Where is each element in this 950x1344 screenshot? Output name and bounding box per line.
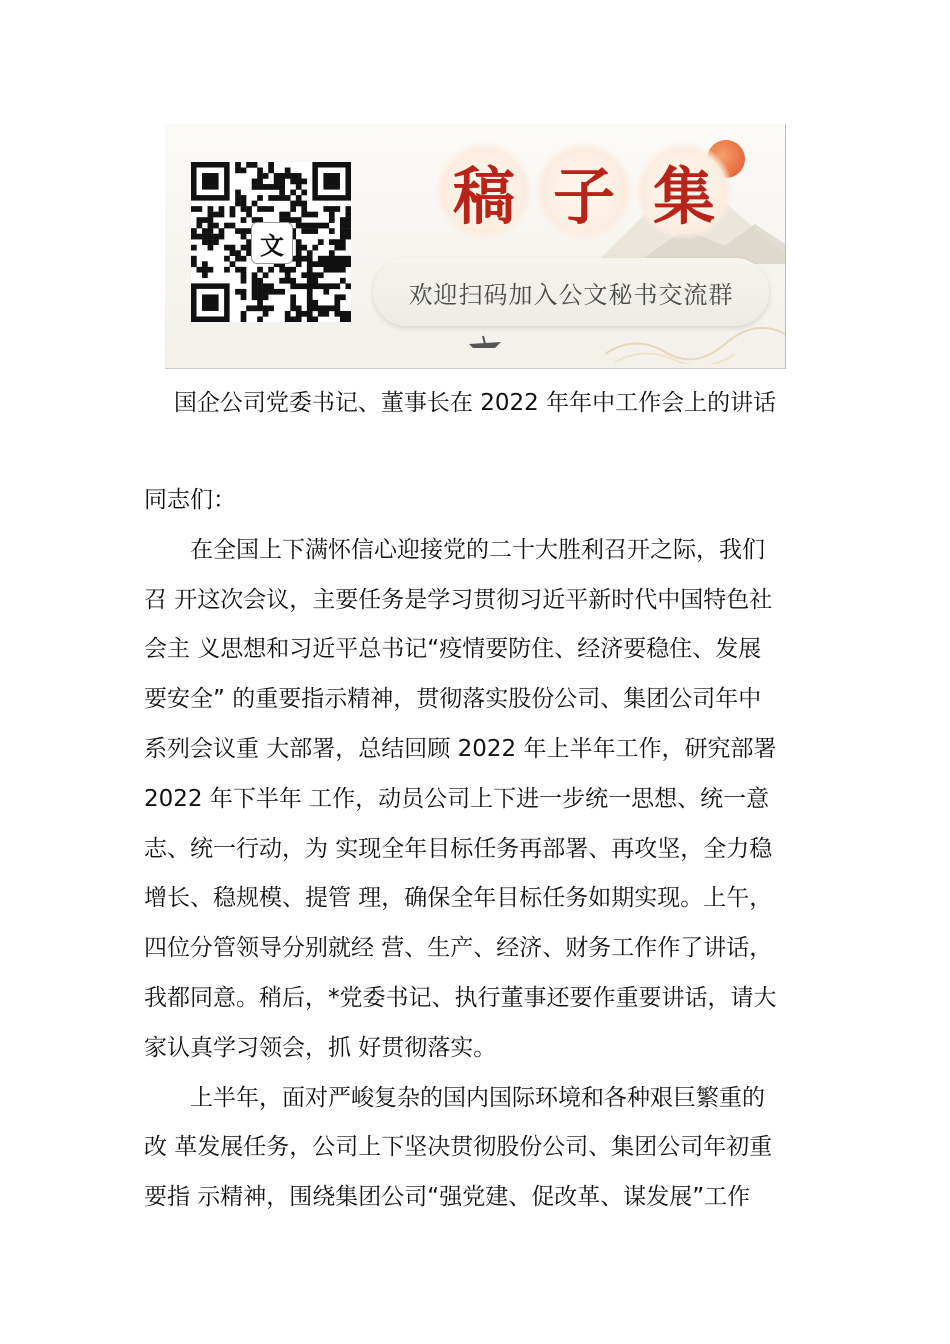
banner-title-char: 子 (535, 142, 633, 240)
boat-icon (465, 332, 505, 352)
banner-slogan: 欢迎扫码加入公文秘书交流群 (373, 258, 769, 326)
paragraph (144, 526, 808, 1074)
text-line: 要指 示精神，围绕集团公司“强党建、促改革、谋发展”工作 (144, 1184, 751, 1211)
text-line: 要安全” 的重要指示精神，贯彻落实股份公司、集团公司年中 (144, 686, 762, 713)
text-line: 系列会议重 大部署，总结回顾 2022 年上半年工作，研究部署 (144, 735, 777, 762)
qr-code (191, 162, 351, 322)
text-line: 会主 义思想和习近平总书记“疫情要防住、经济要稳住、发展 (144, 636, 762, 663)
text-line: 家认真学习领会，抓 好贯彻落实。 (144, 1034, 497, 1061)
wave-decoration (605, 314, 785, 364)
text-line: 我都同意。稍后，*党委书记、执行董事还要作重要讲话，请大 (144, 984, 777, 1011)
text-line: 在全国上下满怀信心迎接党的二十大胜利召开之际，我们 (190, 536, 765, 563)
text-line: 2022 年下半年 工作，动员公司上下进一步统一思想、统一意 (144, 785, 770, 812)
text-line: 召 开这次会议，主要任务是学习贯彻习近平新时代中国特色社 (144, 586, 773, 613)
paragraph (144, 1074, 808, 1223)
banner-title-char: 稿 (435, 142, 533, 240)
qr-center-logo: 文 (251, 222, 293, 264)
greeting: 同志们： (144, 487, 236, 513)
document-title: 国企公司党委书记、董事长在 2022 年年中工作会上的讲话 (173, 390, 777, 416)
text-line: 改 革发展任务，公司上下坚决贯彻股份公司、集团公司年初重 (144, 1134, 773, 1161)
qr-finder-pattern (202, 294, 219, 311)
qr-finder-pattern (323, 173, 340, 190)
banner-title (435, 142, 735, 242)
text-line: 上半年，面对严峻复杂的国内国际环境和各种艰巨繁重的 (190, 1084, 765, 1111)
promo-banner (165, 124, 786, 369)
text-line: 增长、稳规模、提管 理，确保全年目标任务如期实现。上午， (144, 885, 773, 912)
text-line: 四位分管领导分别就经 营、生产、经济、财务工作作了讲话， (144, 935, 773, 962)
document-body (144, 476, 808, 1223)
banner-title-char: 集 (635, 142, 733, 240)
qr-finder-pattern (202, 173, 219, 190)
text-line: 志、统一行动，为 实现全年目标任务再部署、再攻坚，全力稳 (144, 835, 773, 862)
